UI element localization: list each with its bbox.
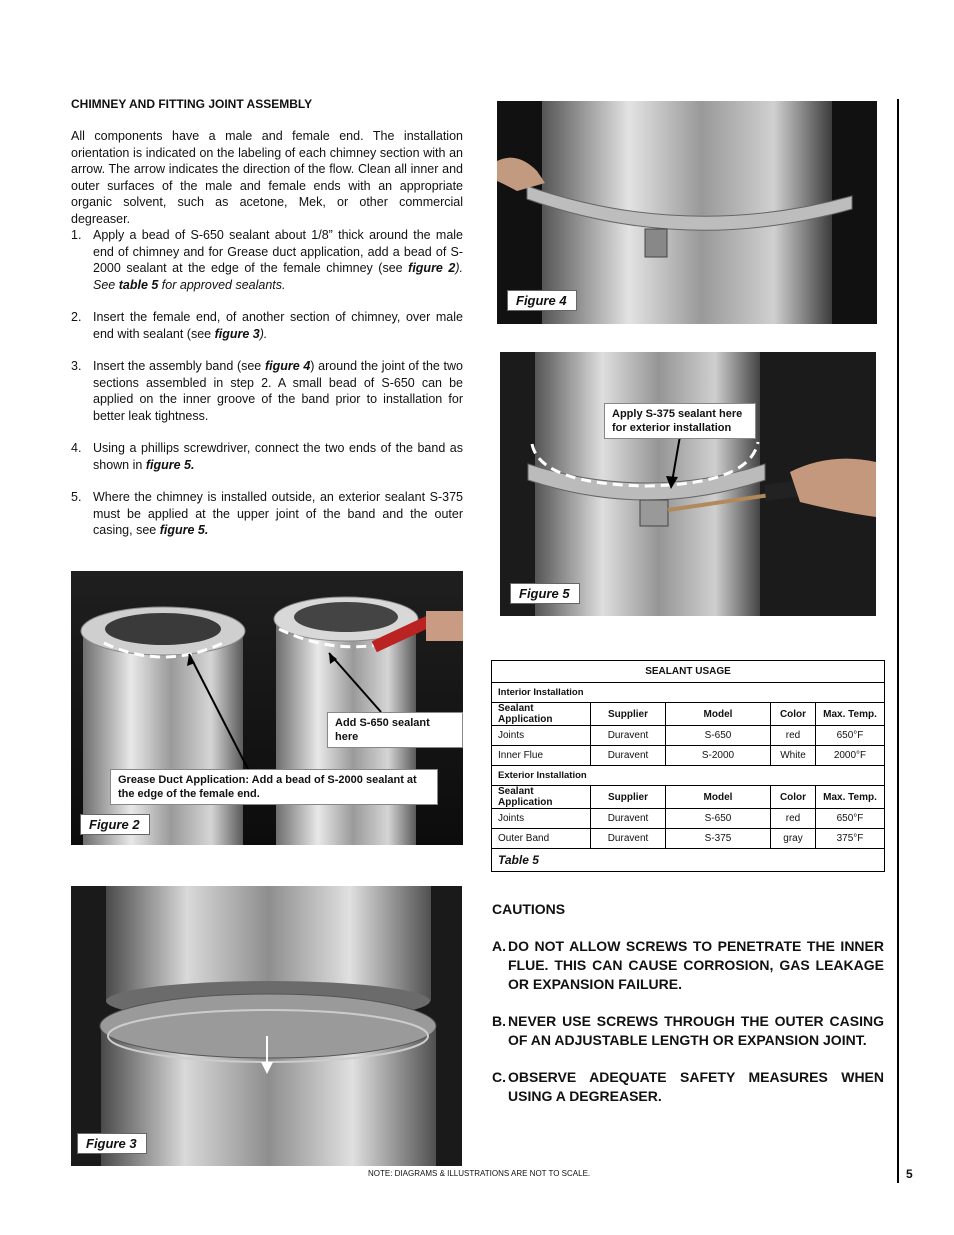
header-supplier: Supplier (591, 703, 666, 726)
figure-4-label: Figure 4 (507, 290, 577, 311)
cell-supplier: Duravent (591, 726, 666, 746)
figure-3-label: Figure 3 (77, 1133, 147, 1154)
table-row (492, 746, 885, 766)
header-color: Color (771, 703, 816, 726)
header-model: Model (666, 703, 771, 726)
cell-application: Joints (492, 809, 591, 829)
step-5 (71, 489, 463, 539)
table-title: SEALANT USAGE (492, 661, 885, 683)
step-text-end: for approved sealants. (158, 277, 286, 292)
caution-text: OBSERVE ADEQUATE SAFETY MEASURES WHEN USING A DEGREASER. (508, 1069, 884, 1104)
cell-color: White (771, 746, 816, 766)
caution-text: NEVER USE SCREWS THROUGH THE OUTER CASING OF AN ADJUSTABLE LENGTH OR EXPANSION JOINT. (508, 1013, 884, 1048)
cell-supplier: Duravent (591, 746, 666, 766)
step-4 (71, 440, 463, 473)
cell-model: S-375 (666, 829, 771, 849)
grease-duct-callout: Grease Duct Application: Add a bead of S-2000 sealant at the edge of the female end. (110, 769, 438, 805)
interior-section-header: Interior Installation (492, 683, 885, 703)
step-text-mid: ). See (93, 261, 463, 292)
cell-max-temp: 650°F (816, 809, 885, 829)
figure-3-photo (71, 886, 462, 1166)
cell-max-temp: 2000°F (816, 746, 885, 766)
step-text-end: ) around the joint of the two sections assembled in step 2. A small bead of S-650 can be applied on the inner groove of the band prior to installation for better leak tightness. (93, 359, 463, 423)
figure-reference: figure 2 (408, 261, 456, 275)
caution-letter: A. (492, 938, 506, 954)
figure-reference: figure 5. (145, 457, 195, 472)
assembly-steps (71, 227, 463, 555)
step-2 (71, 309, 463, 342)
exterior-section-header: Exterior Installation (492, 766, 885, 786)
table-row (492, 809, 885, 829)
table-label: Table 5 (492, 849, 885, 872)
sealant-usage-table (491, 660, 885, 872)
header-sealant-application: Sealant Application (492, 703, 591, 726)
header-color: Color (771, 786, 816, 809)
figure-5-label: Figure 5 (510, 583, 580, 604)
figure-2-photo (71, 571, 463, 845)
step-1 (71, 227, 463, 293)
cell-model: S-650 (666, 726, 771, 746)
caution-letter: C. (492, 1069, 506, 1085)
sealant-callout-s650: Add S-650 sealant here (327, 712, 463, 748)
step-text-end: ). (259, 326, 268, 341)
figure-reference: figure 5. (159, 523, 209, 537)
step-number: 5. (71, 490, 82, 504)
cell-max-temp: 650°F (816, 726, 885, 746)
table-reference: table 5 (118, 277, 159, 292)
cell-supplier: Duravent (591, 809, 666, 829)
step-text: Using a phillips screwdriver, connect the two ends of the band as shown in (93, 441, 463, 472)
cell-application: Joints (492, 726, 591, 746)
cell-model: S-2000 (666, 746, 771, 766)
caution-item (492, 937, 884, 994)
figure-2-label: Figure 2 (80, 814, 150, 835)
cell-color: red (771, 726, 816, 746)
step-text: Insert the female end, of another section of chimney, over male end with sealant (see (93, 310, 463, 341)
header-model: Model (666, 786, 771, 809)
cell-application: Outer Band (492, 829, 591, 849)
figure-reference: figure 3 (214, 326, 260, 341)
screwdriver-band-illustration (500, 352, 876, 616)
section-heading: CHIMNEY AND FITTING JOINT ASSEMBLY (71, 97, 313, 111)
table-header-row (492, 786, 885, 809)
footer-note: NOTE: DIAGRAMS & ILLUSTRATIONS ARE NOT TO SCALE. (368, 1169, 591, 1178)
caution-item (492, 1012, 884, 1050)
cell-color: gray (771, 829, 816, 849)
cell-application: Inner Flue (492, 746, 591, 766)
cell-model: S-650 (666, 809, 771, 829)
cautions-title: CAUTIONS (492, 901, 566, 917)
step-number: 2. (71, 310, 82, 324)
table-row (492, 829, 885, 849)
cell-supplier: Duravent (591, 829, 666, 849)
page-margin-rule (897, 99, 899, 1183)
caution-letter: B. (492, 1013, 506, 1029)
page-number: 5 (906, 1167, 913, 1181)
step-text: Insert the assembly band (see (93, 359, 265, 373)
joined-pipes-illustration (71, 886, 462, 1166)
table-header-row (492, 703, 885, 726)
step-number: 1. (71, 228, 82, 242)
caution-item (492, 1068, 884, 1106)
cell-max-temp: 375°F (816, 829, 885, 849)
header-sealant-application: Sealant Application (492, 786, 591, 809)
header-max-temp: Max. Temp. (816, 786, 885, 809)
step-number: 4. (71, 441, 82, 455)
step-text: Where the chimney is installed outside, an exterior sealant S-375 must be applied at the upper joint of the band and the outer casing, see (93, 490, 463, 537)
intro-paragraph: All components have a male and female end. The installation orientation is indicated on the labeling of each chimney section with an arrow. The arrow indicates the direction of the flow. Clean all inner and outer surfaces of the male and female ends with an appropriate organic solvent, such as acetone, Mek, or other commercial degreaser. (71, 129, 463, 226)
step-3 (71, 358, 463, 424)
table-row (492, 726, 885, 746)
header-supplier: Supplier (591, 786, 666, 809)
step-text: Apply a bead of S-650 sealant about 1/8” thick around the male end of chimney and for Grease duct application, add a bead of S-2000 sealant at the edge of the female chimney (see (93, 228, 463, 275)
step-number: 3. (71, 359, 82, 373)
cautions-block (492, 900, 884, 1124)
exterior-sealant-callout: Apply S-375 sealant here for exterior installation (604, 403, 756, 439)
figure-reference: figure 4 (264, 359, 311, 373)
figure-4-photo (497, 101, 877, 324)
header-max-temp: Max. Temp. (816, 703, 885, 726)
cell-color: red (771, 809, 816, 829)
caution-text: DO NOT ALLOW SCREWS TO PENETRATE THE INNER FLUE. THIS CAN CAUSE CORROSION, GAS LEAKAGE OR EXPANSION FAILURE. (508, 938, 884, 992)
figure-5-photo (500, 352, 876, 616)
